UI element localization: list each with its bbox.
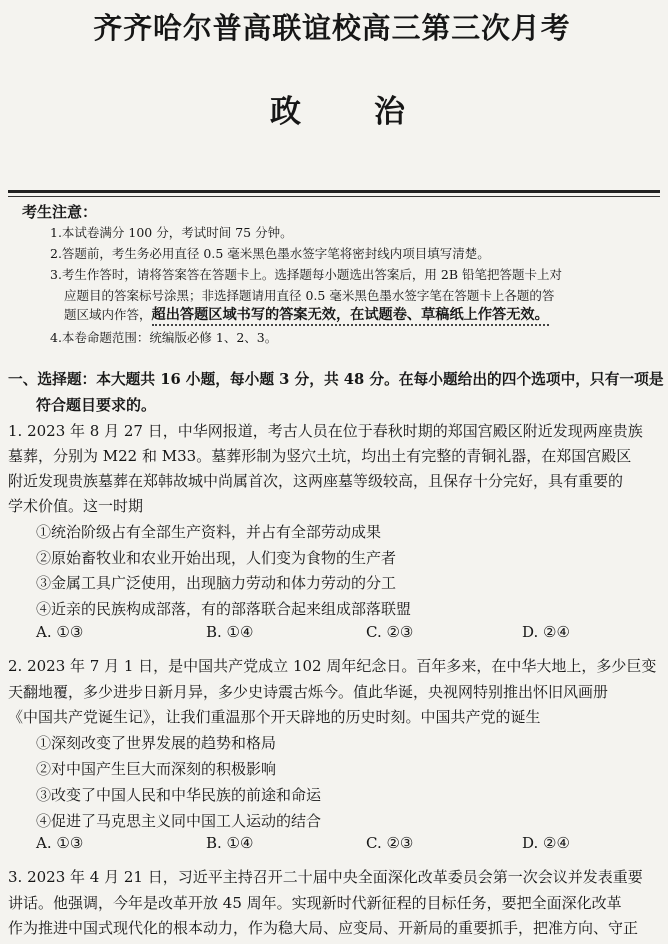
notice-heading: 考生注意： bbox=[22, 203, 98, 221]
section-heading-line-2: 符合题目要求的。 bbox=[36, 396, 157, 414]
q1-option-b: B. ①④ bbox=[206, 623, 254, 641]
notice-line-2: 2.答题前，考生务必用直径 0.5 毫米黑色墨水签字笔将密封线内项目填写清楚。 bbox=[50, 246, 490, 261]
q2-item-2: ②对中国产生巨大而深刻的积极影响 bbox=[36, 760, 277, 778]
q2-item-3: ③改变了中国人民和中华民族的前途和命运 bbox=[36, 786, 322, 804]
q2-option-d: D. ②④ bbox=[522, 834, 570, 852]
section-heading-line-1: 一、选择题：本大题共 16 小题，每小题 3 分，共 48 分。在每小题给出的四个选项中，只有一项是 bbox=[8, 370, 664, 388]
q2-option-b: B. ①④ bbox=[206, 834, 254, 852]
q1-stem-line-1: 1. 2023 年 8 月 27 日，中华网报道，考古人员在位于春秋时期的郑国宫殿区附近发现两座贵族 bbox=[8, 422, 643, 440]
q1-stem-line-4: 学术价值。这一时期 bbox=[8, 497, 144, 515]
notice-line-3a: 3.考生作答时，请将答案答在答题卡上。选择题每小题选出答案后，用 2B 铅笔把答题卡上对 bbox=[50, 267, 563, 282]
q2-item-4: ④促进了马克思主义同中国工人运动的结合 bbox=[36, 812, 322, 830]
q3-stem-line-3: 作为推进中国式现代化的根本动力，作为稳大局、应变局、开新局的重要抓手，把准方向、守正 bbox=[8, 919, 639, 937]
q1-option-a: A. ①③ bbox=[36, 623, 84, 641]
exam-title: 齐齐哈尔普高联谊校高三第三次月考 bbox=[93, 11, 571, 45]
subject-char-1: 政 bbox=[270, 94, 301, 130]
q2-stem-line-1: 2. 2023 年 7 月 1 日，是中国共产党成立 102 周年纪念日。百年多来，在中华大地上，多少巨变 bbox=[8, 657, 657, 675]
q2-option-a: A. ①③ bbox=[36, 834, 84, 852]
notice-line-3c bbox=[64, 304, 549, 324]
header-rule-thin bbox=[8, 196, 660, 197]
notice-line-3c-text: 题区域内作答， bbox=[64, 307, 152, 322]
q2-item-1: ①深刻改变了世界发展的趋势和格局 bbox=[36, 734, 277, 752]
q1-item-1: ①统治阶级占有全部生产资料，并占有全部劳动成果 bbox=[36, 523, 382, 541]
header-rule-thick bbox=[8, 190, 660, 193]
notice-line-3b: 应题目的答案标号涂黑；非选择题请用直径 0.5 毫米黑色墨水签字笔在答题卡上各题的答 bbox=[64, 288, 555, 303]
subject-char-2: 治 bbox=[374, 94, 405, 130]
q1-item-4: ④近亲的民族构成部落，有的部落联合起来组成部落联盟 bbox=[36, 600, 412, 618]
q1-item-3: ③金属工具广泛使用，出现脑力劳动和体力劳动的分工 bbox=[36, 574, 397, 592]
q1-stem-line-2: 墓葬，分别为 M22 和 M33。墓葬形制为竖穴土坑，均出土有完整的青铜礼器，在郑国宫殿区 bbox=[8, 447, 632, 465]
notice-warning-emphasis: 超出答题区域书写的答案无效，在试题卷、草稿纸上作答无效。 bbox=[152, 307, 549, 326]
q1-item-2: ②原始畜牧业和农业开始出现，人们变为食物的生产者 bbox=[36, 549, 397, 567]
q2-option-c: C. ②③ bbox=[366, 834, 414, 852]
notice-line-1: 1.本试卷满分 100 分，考试时间 75 分钟。 bbox=[50, 225, 293, 240]
q1-stem-line-3: 附近发现贵族墓葬在郑韩故城中尚属首次，这两座墓等级较高，且保存十分完好，具有重要的 bbox=[8, 472, 624, 490]
q3-stem-line-2: 讲话。他强调，今年是改革开放 45 周年。实现新时代新征程的目标任务，要把全面深化改革 bbox=[8, 894, 622, 912]
notice-line-4: 4.本卷命题范围：统编版必修 1、2、3。 bbox=[50, 330, 278, 345]
q1-option-d: D. ②④ bbox=[522, 623, 570, 641]
q3-stem-line-1: 3. 2023 年 4 月 21 日，习近平主持召开二十届中央全面深化改革委员会第一次会议并发表重要 bbox=[8, 868, 643, 886]
q1-option-c: C. ②③ bbox=[366, 623, 414, 641]
q2-stem-line-3: 《中国共产党诞生记》，让我们重温那个开天辟地的历史时刻。中国共产党的诞生 bbox=[8, 708, 541, 726]
q2-stem-line-2: 天翻地覆，多少进步日新月异，多少史诗震古烁今。值此华诞，央视网特别推出怀旧风画册 bbox=[8, 683, 609, 701]
